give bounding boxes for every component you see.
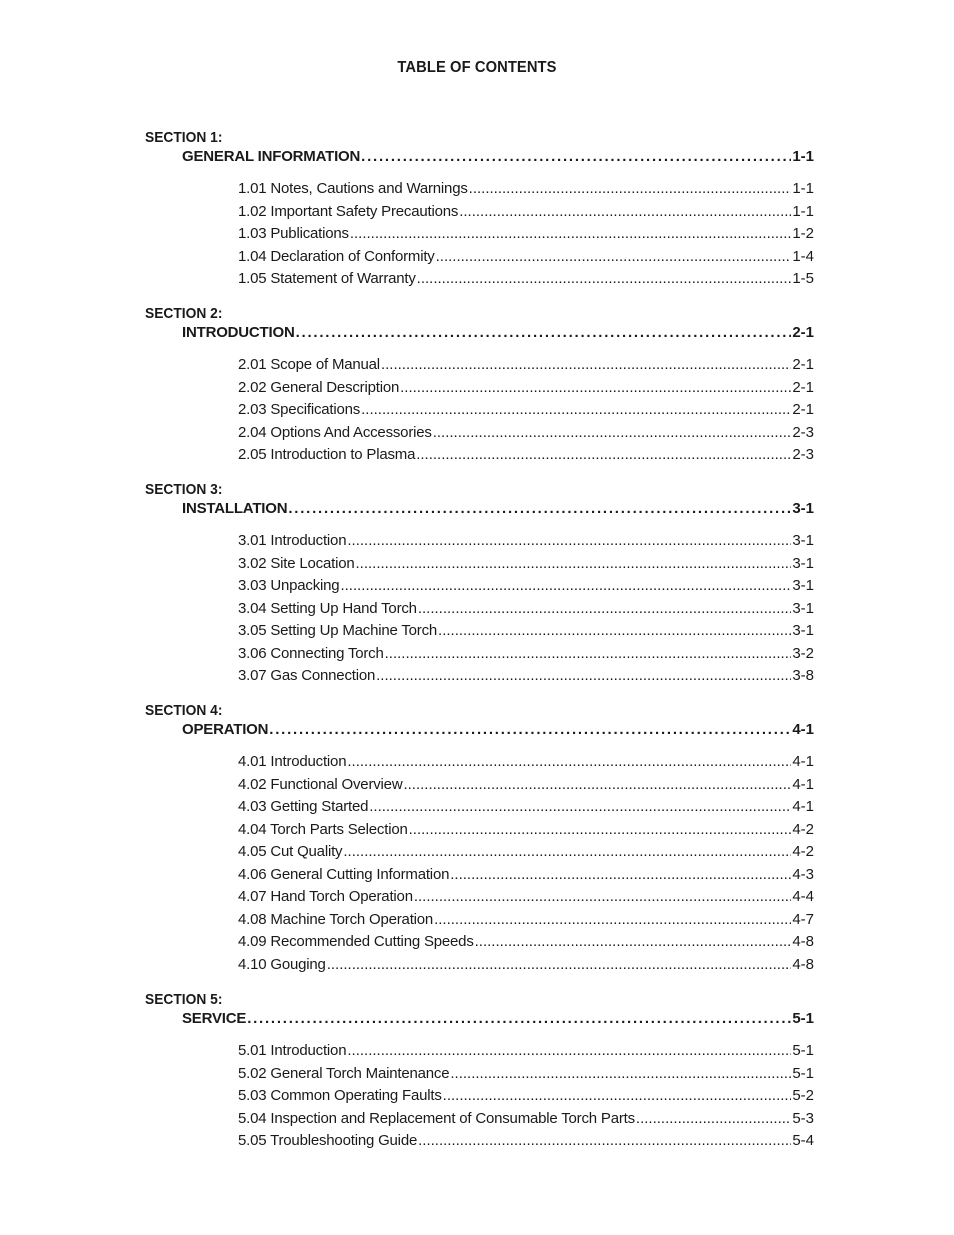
dot-leader — [400, 379, 791, 396]
dot-leader — [288, 500, 791, 517]
section-heading: SERVICE — [182, 1010, 247, 1027]
section-page-number: 2-1 — [792, 324, 814, 341]
section-heading-row[interactable] — [182, 721, 814, 741]
toc-entry-page-number: 1-5 — [792, 270, 814, 287]
section-label: SECTION 4: — [145, 702, 223, 719]
toc-entry-page-number: 2-3 — [792, 423, 814, 441]
dot-leader — [327, 956, 792, 973]
toc-entry-title: 1.02 Important Safety Precautions — [238, 202, 459, 220]
section-page-number: 5-1 — [792, 1010, 814, 1027]
dot-leader — [418, 1132, 791, 1149]
toc-entry[interactable] — [238, 622, 814, 642]
toc-entry-title: 1.04 Declaration of Conformity — [238, 247, 435, 265]
toc-entry-title: 4.04 Torch Parts Selection — [238, 820, 408, 838]
toc-entry-title: 4.01 Introduction — [238, 753, 347, 770]
toc-entry[interactable] — [238, 225, 814, 245]
dot-leader — [350, 225, 791, 242]
toc-entry-page-number: 4-2 — [792, 820, 814, 838]
dot-leader — [417, 270, 792, 287]
toc-entry-page-number: 4-1 — [792, 753, 814, 770]
toc-entry-page-number: 3-2 — [792, 644, 814, 662]
toc-entry-title: 4.06 General Cutting Information — [238, 865, 450, 883]
toc-entry[interactable] — [238, 776, 814, 796]
dot-leader — [356, 555, 792, 572]
toc-entry-page-number: 3-1 — [792, 577, 814, 594]
toc-entry-title: 5.01 Introduction — [238, 1042, 347, 1059]
toc-entry-page-number: 4-3 — [792, 865, 814, 883]
section-page-number: 1-1 — [792, 148, 814, 165]
toc-entry[interactable] — [238, 555, 814, 575]
dot-leader — [636, 1110, 791, 1127]
toc-entry-page-number: 3-1 — [792, 622, 814, 639]
toc-entry-title: 3.01 Introduction — [238, 532, 347, 549]
toc-entry[interactable] — [238, 1042, 814, 1062]
toc-entry[interactable] — [238, 356, 814, 376]
toc-entry-title: 4.02 Functional Overview — [238, 775, 403, 793]
toc-entry-page-number: 4-1 — [792, 798, 814, 815]
toc-entry-page-number: 4-8 — [792, 955, 814, 973]
toc-entry-title: 2.02 General Description — [238, 378, 400, 396]
toc-entry[interactable] — [238, 933, 814, 953]
toc-entry-title: 3.04 Setting Up Hand Torch — [238, 599, 417, 617]
dot-leader — [438, 622, 791, 639]
toc-entry[interactable] — [238, 180, 814, 200]
toc-entry-title: 3.02 Site Location — [238, 554, 355, 572]
toc-entry-page-number: 2-1 — [792, 401, 814, 418]
toc-entry[interactable] — [238, 379, 814, 399]
toc-entry-title: 4.03 Getting Started — [238, 798, 369, 815]
toc-entry[interactable] — [238, 888, 814, 908]
toc-entry-page-number: 2-3 — [792, 446, 814, 463]
dot-leader — [385, 645, 792, 662]
toc-entry[interactable] — [238, 270, 814, 290]
dot-leader — [403, 776, 791, 793]
dot-leader — [450, 866, 791, 883]
toc-entry-page-number: 1-1 — [792, 180, 814, 197]
toc-entry-title: 1.05 Statement of Warranty — [238, 270, 416, 287]
toc-entry-page-number: 3-1 — [792, 599, 814, 617]
section-heading: GENERAL INFORMATION — [182, 148, 361, 165]
toc-entry-title: 4.08 Machine Torch Operation — [238, 910, 434, 928]
section-heading-row[interactable] — [182, 148, 814, 168]
toc-entry-page-number: 4-7 — [792, 910, 814, 928]
toc-entry-page-number: 3-8 — [792, 667, 814, 684]
toc-entry[interactable] — [238, 843, 814, 863]
section-page-number: 3-1 — [792, 500, 814, 517]
section-label: SECTION 2: — [145, 305, 223, 322]
dot-leader — [475, 933, 792, 950]
dot-leader — [296, 324, 792, 341]
toc-entry-title: 1.03 Publications — [238, 225, 349, 242]
toc-entry-page-number: 2-1 — [792, 378, 814, 396]
dot-leader — [436, 248, 792, 265]
toc-entry-title: 2.04 Options And Accessories — [238, 423, 432, 441]
dot-leader — [409, 821, 792, 838]
toc-entry[interactable] — [238, 401, 814, 421]
dot-leader — [347, 1042, 791, 1059]
toc-entry[interactable] — [238, 1110, 814, 1130]
dot-leader — [469, 180, 792, 197]
toc-entry-page-number: 1-2 — [792, 225, 814, 242]
toc-entry-title: 4.09 Recommended Cutting Speeds — [238, 933, 474, 950]
toc-entry[interactable] — [238, 753, 814, 773]
section-heading: INSTALLATION — [182, 500, 288, 517]
toc-entry-title: 5.02 General Torch Maintenance — [238, 1064, 450, 1082]
dot-leader — [418, 600, 792, 617]
toc-entry-title: 5.03 Common Operating Faults — [238, 1087, 442, 1104]
dot-leader — [416, 446, 791, 463]
dot-leader — [340, 577, 791, 594]
dot-leader — [381, 356, 791, 373]
section-heading-row[interactable] — [182, 500, 814, 520]
toc-entry-title: 5.04 Inspection and Replacement of Consumable Torch Parts — [238, 1109, 635, 1127]
dot-leader — [414, 888, 791, 905]
toc-entry-title: 1.01 Notes, Cautions and Warnings — [238, 180, 468, 197]
toc-entry-page-number: 5-1 — [792, 1064, 814, 1082]
toc-entry[interactable] — [238, 1132, 814, 1152]
toc-entry-title: 3.03 Unpacking — [238, 577, 340, 594]
dot-leader — [433, 424, 792, 441]
toc-entry-page-number: 3-1 — [792, 554, 814, 572]
dot-leader — [459, 203, 791, 220]
toc-entry-page-number: 4-8 — [792, 933, 814, 950]
dot-leader — [376, 667, 791, 684]
toc-entry-title: 3.05 Setting Up Machine Torch — [238, 622, 438, 639]
toc-entry-page-number: 5-2 — [792, 1087, 814, 1104]
toc-entry[interactable] — [238, 203, 814, 223]
toc-entry-title: 4.10 Gouging — [238, 955, 326, 973]
toc-entry-page-number: 5-3 — [792, 1109, 814, 1127]
toc-entry[interactable] — [238, 600, 814, 620]
page-title: TABLE OF CONTENTS — [397, 59, 557, 76]
toc-entry[interactable] — [238, 577, 814, 597]
dot-leader — [443, 1087, 792, 1104]
toc-entry[interactable] — [238, 866, 814, 886]
toc-entry-page-number: 1-1 — [792, 202, 814, 220]
toc-entry[interactable] — [238, 821, 814, 841]
toc-entry-title: 3.07 Gas Connection — [238, 667, 376, 684]
toc-entry[interactable] — [238, 645, 814, 665]
dot-leader — [434, 911, 791, 928]
section-label: SECTION 1: — [145, 129, 223, 146]
section-heading: INTRODUCTION — [182, 324, 295, 341]
toc-entry-page-number: 4-4 — [792, 888, 814, 905]
dot-leader — [247, 1010, 791, 1027]
toc-entry-page-number: 4-2 — [792, 843, 814, 860]
toc-entry[interactable] — [238, 667, 814, 687]
toc-entry-title: 4.05 Cut Quality — [238, 843, 343, 860]
toc-entry-page-number: 4-1 — [792, 775, 814, 793]
dot-leader — [369, 798, 791, 815]
dot-leader — [450, 1065, 791, 1082]
toc-entry[interactable] — [238, 424, 814, 444]
toc-entry-title: 5.05 Troubleshooting Guide — [238, 1132, 418, 1149]
dot-leader — [269, 721, 791, 738]
section-heading-row[interactable] — [182, 324, 814, 344]
section-heading-row[interactable] — [182, 1010, 814, 1030]
dot-leader — [347, 753, 791, 770]
section-label: SECTION 5: — [145, 991, 223, 1008]
toc-entry-page-number: 3-1 — [792, 532, 814, 549]
toc-entry-page-number: 5-4 — [792, 1132, 814, 1149]
dot-leader — [343, 843, 791, 860]
toc-entry[interactable] — [238, 956, 814, 976]
toc-entry-title: 2.05 Introduction to Plasma — [238, 446, 416, 463]
toc-entry[interactable] — [238, 446, 814, 466]
toc-entry[interactable] — [238, 798, 814, 818]
toc-entry[interactable] — [238, 911, 814, 931]
toc-entry-title: 2.03 Specifications — [238, 401, 361, 418]
dot-leader — [361, 148, 791, 165]
section-label: SECTION 3: — [145, 481, 223, 498]
toc-entry[interactable] — [238, 248, 814, 268]
toc-entry-page-number: 2-1 — [792, 356, 814, 373]
dot-leader — [347, 532, 791, 549]
toc-entry-title: 4.07 Hand Torch Operation — [238, 888, 413, 905]
dot-leader — [361, 401, 791, 418]
section-page-number: 4-1 — [792, 721, 814, 738]
section-heading: OPERATION — [182, 721, 269, 738]
toc-entry-page-number: 1-4 — [792, 247, 814, 265]
toc-entry[interactable] — [238, 1065, 814, 1085]
toc-entry-title: 2.01 Scope of Manual — [238, 356, 380, 373]
toc-entry-page-number: 5-1 — [792, 1042, 814, 1059]
toc-entry-title: 3.06 Connecting Torch — [238, 644, 384, 662]
toc-entry[interactable] — [238, 532, 814, 552]
toc-entry[interactable] — [238, 1087, 814, 1107]
